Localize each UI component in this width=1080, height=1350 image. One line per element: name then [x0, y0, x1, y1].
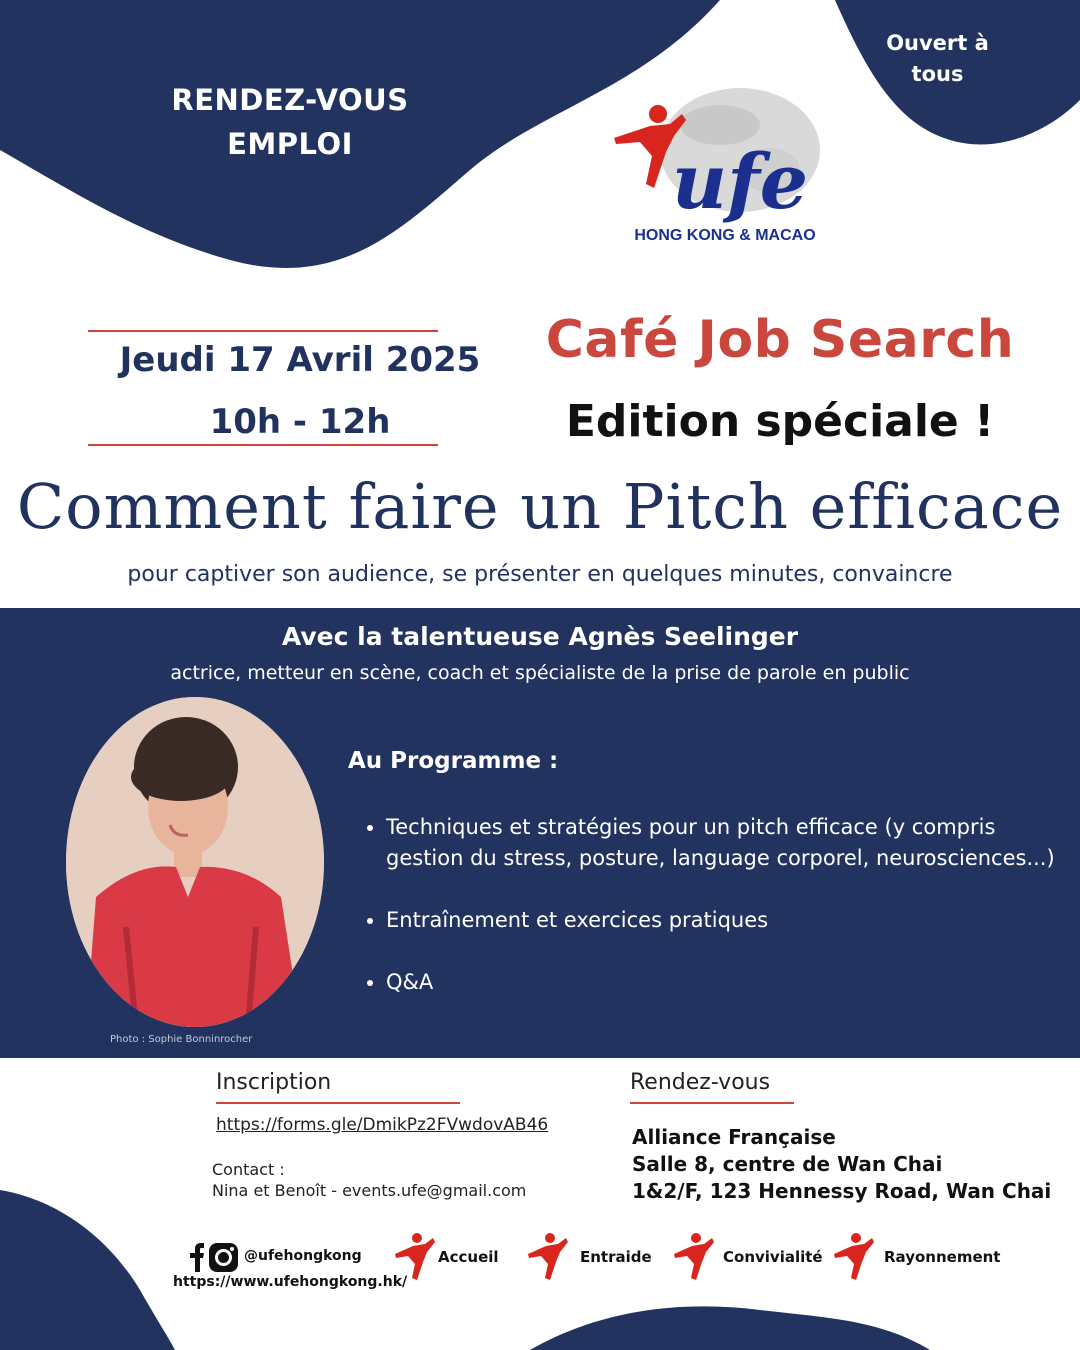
runner-icon: [393, 1232, 439, 1282]
event-subtitle: Edition spéciale !: [565, 396, 995, 447]
speaker-intro: Avec la talentueuse Agnès Seelinger: [281, 622, 799, 651]
registration-link[interactable]: https://forms.gle/DmikPz2FVwdovAB46: [216, 1115, 549, 1135]
venue-rule: [630, 1102, 794, 1104]
headline: Comment faire un Pitch efficace: [16, 470, 1064, 543]
speaker-photo: [66, 697, 324, 1027]
tag-line-2: EMPLOI: [227, 127, 353, 161]
runner-icon: [832, 1232, 878, 1282]
logo-wordmark: ufe: [671, 137, 809, 226]
venue-line: Salle 8, centre de Wan Chai: [632, 1152, 943, 1176]
website-link[interactable]: https://www.ufehongkong.hk/: [173, 1274, 408, 1290]
value-label: Entraide: [580, 1248, 652, 1266]
facebook-icon[interactable]: [190, 1243, 204, 1272]
date-top-rule: [88, 330, 438, 332]
rendez-vous-emploi-tag: [150, 78, 430, 166]
runner-icon: [526, 1232, 572, 1282]
event-date: Jeudi 17 Avril 2025: [119, 340, 481, 380]
program-item: • Q&A: [386, 967, 1066, 998]
bottom-left-wave: [0, 1190, 175, 1350]
instagram-icon[interactable]: [209, 1243, 238, 1272]
logo-subtitle: HONG KONG & MACAO: [634, 227, 816, 244]
contact-block: [212, 1159, 526, 1201]
contact-label: Contact :: [212, 1160, 285, 1179]
program-list: [360, 812, 1066, 1029]
value-label: Convivialité: [723, 1248, 823, 1266]
open-tag-line-1: Ouvert à: [886, 31, 989, 55]
tagline: pour captiver son audience, se présenter en quelques minutes, convaincre: [127, 562, 953, 587]
program-item: • Techniques et stratégies pour un pitch efficace (y compris gestion du stress, posture, language corporel, neurosciences...): [386, 812, 1066, 874]
photo-credit: Photo : Sophie Bonninrocher: [110, 1034, 253, 1045]
social-icons: [183, 1240, 243, 1274]
speaker-role: actrice, metteur en scène, coach et spécialiste de la prise de parole en public: [170, 662, 910, 684]
social-handle[interactable]: @ufehongkong: [244, 1248, 362, 1264]
program-item: • Entraînement et exercices pratiques: [386, 905, 1066, 936]
contact-details: Nina et Benoît - events.ufe@gmail.com: [212, 1181, 527, 1200]
venue-line: Alliance Française: [632, 1125, 836, 1149]
program-title: Au Programme :: [348, 748, 559, 774]
open-tag-line-2: tous: [911, 62, 964, 86]
value-label: Accueil: [438, 1248, 499, 1266]
venue-label: Rendez-vous: [630, 1070, 771, 1095]
speaker-portrait-illustration: [66, 697, 324, 1027]
venue-line: 1&2/F, 123 Hennessy Road, Wan Chai: [632, 1179, 1052, 1203]
date-bottom-rule: [88, 444, 438, 446]
event-title: Café Job Search: [545, 310, 1015, 370]
open-to-all-tag: [870, 28, 1005, 90]
bottom-right-wave: [530, 1306, 930, 1350]
registration-rule: [216, 1102, 460, 1104]
registration-label: Inscription: [216, 1070, 332, 1095]
event-time: 10h - 12h: [209, 402, 391, 442]
venue-address: [632, 1124, 1051, 1205]
value-label: Rayonnement: [884, 1248, 1001, 1266]
runner-icon: [672, 1232, 718, 1282]
tag-line-1: RENDEZ-VOUS: [171, 83, 409, 117]
